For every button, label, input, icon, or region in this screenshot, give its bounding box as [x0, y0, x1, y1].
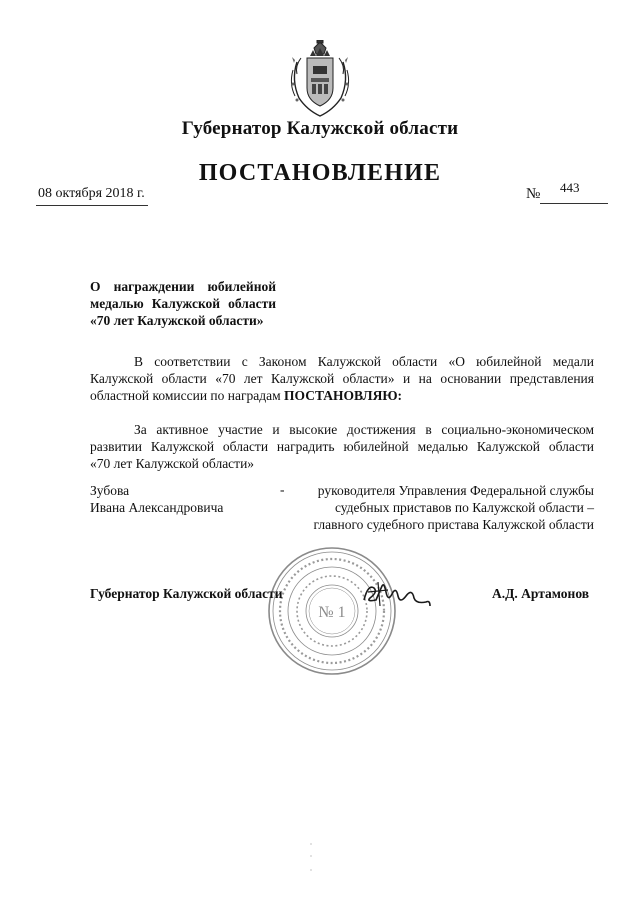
list-dash: -	[280, 482, 285, 497]
number-underline	[540, 203, 608, 204]
preamble-paragraph	[90, 353, 594, 404]
coat-of-arms-icon	[287, 40, 353, 118]
subject-line: О награждении юбилейной	[90, 279, 276, 294]
paragraph-line: развитии Калужской области наградить юбилейной медалью Калужской области	[90, 439, 594, 454]
subject-line: «70 лет Калужской области»	[90, 313, 264, 328]
position-line: судебных приставов по Калужской области –	[334, 500, 594, 515]
awardee-given-name: Ивана Александровича	[90, 500, 224, 515]
position-line: руководителя Управления Федеральной службы	[317, 483, 594, 498]
signatory-title: Губернатор Калужской области	[90, 586, 283, 601]
document-subject	[90, 278, 276, 329]
scan-artifact	[310, 840, 312, 880]
paragraph-line: «70 лет Калужской области»	[90, 456, 255, 471]
paragraph-line: В соответствии с Законом Калужской области «О юбилейной медали	[134, 354, 594, 369]
document-type-title: ПОСТАНОВЛЕНИЕ	[198, 160, 442, 186]
signatory-name: А.Д. Артамонов	[492, 586, 590, 601]
awardee-surname: Зубова	[90, 483, 130, 498]
handwritten-signature	[360, 578, 432, 612]
award-paragraph	[90, 421, 594, 472]
document-number: 443	[560, 180, 580, 195]
document-date: 08 октября 2018 г.	[38, 186, 145, 201]
resolve-keyword: ПОСТАНОВЛЯЮ:	[284, 388, 403, 403]
paragraph-line: Калужской области «70 лет Калужской области» и на основании представления	[90, 371, 594, 386]
number-label: №	[526, 186, 541, 202]
seal-number: № 1	[318, 604, 346, 621]
paragraph-line	[90, 387, 594, 404]
paragraph-line: За активное участие и высокие достижения в социально-экономическом	[134, 422, 594, 437]
paragraph-text: областной комиссии по наградам	[90, 388, 285, 403]
issuer-title: Губернатор Калужской области	[181, 118, 459, 139]
position-line: главного судебного пристава Калужской области	[313, 517, 594, 532]
awardee-position	[298, 482, 594, 533]
awardee-name	[90, 482, 223, 516]
subject-line: медалью Калужской области	[90, 296, 276, 311]
date-underline	[36, 205, 148, 206]
